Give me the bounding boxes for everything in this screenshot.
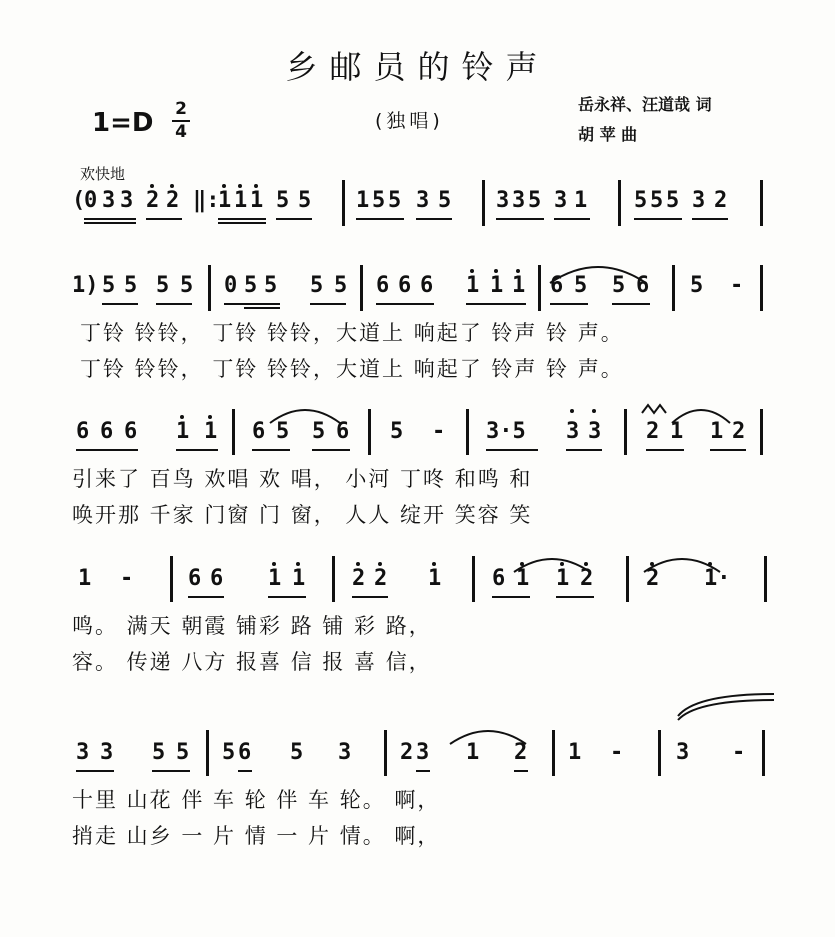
note: 5 [388, 188, 402, 213]
beam [218, 222, 266, 224]
time-signature [170, 100, 192, 142]
bar-line [368, 409, 371, 455]
beam [550, 303, 588, 305]
note: 3 [120, 188, 134, 213]
note: 1 [268, 566, 282, 591]
beam [218, 218, 266, 220]
note: 3 [76, 740, 90, 765]
note: 1 [670, 419, 684, 444]
bar-line [552, 730, 555, 776]
note: 3 [692, 188, 706, 213]
note: 1 [574, 188, 588, 213]
bar-line [360, 265, 363, 311]
note: 0 [84, 188, 98, 213]
lyric-verse-2: 唤开那 千家 门窗 门 窗， 人人 绽开 笑容 笑 [72, 503, 533, 527]
octave-dot [150, 184, 154, 188]
bar-line [208, 265, 211, 311]
note: 5 [634, 188, 648, 213]
meter-bottom: 4 [175, 122, 187, 142]
lyric-verse-2: 捎走 山乡 一 片 情 一 片 情。 啊， [72, 824, 441, 848]
bar-line [384, 730, 387, 776]
beam [76, 449, 138, 451]
note: 5 [390, 419, 404, 444]
note: 6 [188, 566, 202, 591]
note: 5 [156, 273, 170, 298]
note: 6 [210, 566, 224, 591]
bar-line [760, 409, 763, 455]
octave-dot [254, 184, 258, 188]
note: 3 [676, 740, 690, 765]
notes-line-2 [0, 273, 835, 313]
note: 5 [298, 188, 312, 213]
beam [176, 449, 218, 451]
note: 6 [376, 273, 390, 298]
accent-mark [570, 409, 574, 413]
beam [276, 218, 312, 220]
note: 1 [428, 566, 442, 591]
beam [356, 218, 404, 220]
note: 1· [704, 566, 731, 591]
note: 5 [334, 273, 348, 298]
note: 5 [124, 273, 138, 298]
slur [448, 724, 528, 748]
beam [646, 449, 684, 451]
beam [268, 596, 306, 598]
note: 1 [218, 188, 232, 213]
note: 1 [176, 419, 190, 444]
note: 3 [100, 740, 114, 765]
note: 2 [714, 188, 728, 213]
note: 6 [252, 419, 266, 444]
note: - [732, 740, 746, 765]
note: 5 [176, 740, 190, 765]
song-title: 乡邮员的铃声 [285, 48, 550, 86]
bar-line [232, 409, 235, 455]
note: 5 [574, 273, 588, 298]
note: 3 [588, 419, 602, 444]
note: 1) [72, 273, 99, 298]
beam [312, 449, 350, 451]
note: 5 [690, 273, 704, 298]
octave-dot [208, 415, 212, 419]
note: 3 [416, 740, 430, 765]
composer-credit: 胡 苹 曲 [578, 125, 638, 144]
bar-line [764, 556, 767, 602]
note: 1 [710, 419, 724, 444]
note: 6 [100, 419, 114, 444]
beam [710, 449, 746, 451]
mordent-mark [640, 403, 670, 415]
note: 5 [244, 273, 258, 298]
beam [556, 596, 594, 598]
note: 1 [78, 566, 92, 591]
beam [102, 303, 138, 305]
note: 1 [568, 740, 582, 765]
note: 2 [146, 188, 160, 213]
beam [84, 222, 136, 224]
beam [486, 449, 538, 451]
bar-line [658, 730, 661, 776]
note: 2 [646, 566, 660, 591]
note: 6 [492, 566, 506, 591]
note: 5 [650, 188, 664, 213]
note: 2 [352, 566, 366, 591]
note: 1 [250, 188, 264, 213]
octave-dot [272, 562, 276, 566]
note: 6 [636, 273, 650, 298]
octave-dot [708, 562, 712, 566]
lyric-verse-2: 丁铃 铃铃， 丁铃 铃铃，大道上 响起了 铃声 铃 声。 [80, 357, 624, 381]
note: 1 [204, 419, 218, 444]
note: 3 [554, 188, 568, 213]
note: 2 [374, 566, 388, 591]
tie-marks [676, 692, 776, 718]
tempo-marking: 欢快地 [80, 165, 126, 183]
note: 3·5 [486, 419, 526, 444]
bar-line [538, 265, 541, 311]
lyric-verse-2: 容。 传递 八方 报喜 信 报 喜 信， [72, 650, 432, 674]
beam [634, 218, 682, 220]
beam [554, 218, 590, 220]
note: 1 [234, 188, 248, 213]
octave-dot [238, 184, 242, 188]
note: 5 [528, 188, 542, 213]
note: 5 [276, 419, 290, 444]
note: - [730, 273, 744, 298]
note: 5 [290, 740, 304, 765]
beam [244, 307, 280, 309]
note: 1 [292, 566, 306, 591]
note: 3 [566, 419, 580, 444]
note: 3 [512, 188, 526, 213]
note: 6 [398, 273, 412, 298]
beam [156, 303, 192, 305]
slur [670, 403, 732, 427]
octave-dot [180, 415, 184, 419]
beam [466, 303, 526, 305]
meter-top: 2 [175, 99, 187, 119]
beam [612, 303, 650, 305]
note: 5 [372, 188, 386, 213]
bar-line [472, 556, 475, 602]
lyric-verse-1: 引来了 百鸟 欢唱 欢 唱， 小河 丁咚 和鸣 和 [72, 467, 533, 491]
note: 5 [666, 188, 680, 213]
note: 5 [612, 273, 626, 298]
octave-dot [470, 269, 474, 273]
notes-line-5 [0, 740, 835, 780]
bar-line [624, 409, 627, 455]
note: 3 [338, 740, 352, 765]
note: 2 [732, 419, 746, 444]
note: 1 [556, 566, 570, 591]
note: 5 [276, 188, 290, 213]
beam [224, 303, 280, 305]
octave-dot [520, 562, 524, 566]
note: 5 [310, 273, 324, 298]
performance-note: (独唱) [375, 110, 444, 132]
octave-dot [650, 562, 654, 566]
beam [496, 218, 544, 220]
beam [84, 218, 136, 220]
note: 2 [514, 740, 528, 765]
bar-line [762, 730, 765, 776]
bar-line [466, 409, 469, 455]
beam [566, 449, 602, 451]
bar-line [332, 556, 335, 602]
beam [492, 596, 530, 598]
octave-dot [378, 562, 382, 566]
beam [416, 218, 452, 220]
note: 1 [516, 566, 530, 591]
note: 2 [166, 188, 180, 213]
lyric-verse-1: 鸣。 满天 朝霞 铺彩 路 铺 彩 路， [72, 614, 432, 638]
octave-dot [560, 562, 564, 566]
note: 1 [512, 273, 526, 298]
note: 1 [466, 740, 480, 765]
beam [514, 770, 528, 772]
note: 2 [580, 566, 594, 591]
note: 3 [416, 188, 430, 213]
note: 6 [76, 419, 90, 444]
lyric-verse-1: 十里 山花 伴 车 轮 伴 车 轮。 啊， [72, 788, 441, 812]
bar-line [760, 265, 763, 311]
bar-line [482, 180, 485, 226]
octave-dot [356, 562, 360, 566]
beam [376, 303, 434, 305]
octave-dot [432, 562, 436, 566]
repeat-start: ‖: [193, 188, 220, 213]
octave-dot [170, 184, 174, 188]
bar-line [206, 730, 209, 776]
note: 6 [420, 273, 434, 298]
beam [76, 770, 114, 772]
accent-mark [592, 409, 596, 413]
note: 6 [550, 273, 564, 298]
beam [416, 770, 430, 772]
beam [692, 218, 728, 220]
note: 6 [336, 419, 350, 444]
note: - [432, 419, 446, 444]
beam [152, 770, 190, 772]
bar-line [626, 556, 629, 602]
beam [238, 770, 252, 772]
octave-dot [494, 269, 498, 273]
note: 6 [124, 419, 138, 444]
note: ( [72, 188, 86, 213]
beam [352, 596, 388, 598]
octave-dot [516, 269, 520, 273]
lyric-verse-1: 丁铃 铃铃， 丁铃 铃铃，大道上 响起了 铃声 铃 声。 [80, 321, 624, 345]
note: 2 [646, 419, 660, 444]
note: 5 [438, 188, 452, 213]
note: 5 [264, 273, 278, 298]
note: 6 [238, 740, 252, 765]
bar-line [170, 556, 173, 602]
beam [146, 218, 182, 220]
grace-note: 2 [400, 740, 414, 765]
note: 5 [102, 273, 116, 298]
grace-note: 5 [222, 740, 236, 765]
bar-line [760, 180, 763, 226]
note: 1 [356, 188, 370, 213]
note: - [610, 740, 624, 765]
key-signature: 1=D [92, 108, 154, 138]
beam [310, 303, 346, 305]
slur [268, 403, 342, 427]
bar-line [618, 180, 621, 226]
lyricist-credit: 岳永祥、汪道哉 词 [578, 95, 712, 114]
note: 5 [152, 740, 166, 765]
slur [512, 552, 592, 576]
octave-dot [222, 184, 226, 188]
note: 0 [224, 273, 238, 298]
note: 1 [466, 273, 480, 298]
note: 1 [490, 273, 504, 298]
beam [188, 596, 224, 598]
note: - [120, 566, 134, 591]
octave-dot [584, 562, 588, 566]
note: 3 [102, 188, 116, 213]
note: 5 [312, 419, 326, 444]
note: 3 [496, 188, 510, 213]
note: 5 [180, 273, 194, 298]
beam [252, 449, 290, 451]
bar-line [342, 180, 345, 226]
octave-dot [296, 562, 300, 566]
bar-line [672, 265, 675, 311]
slur [548, 259, 648, 289]
